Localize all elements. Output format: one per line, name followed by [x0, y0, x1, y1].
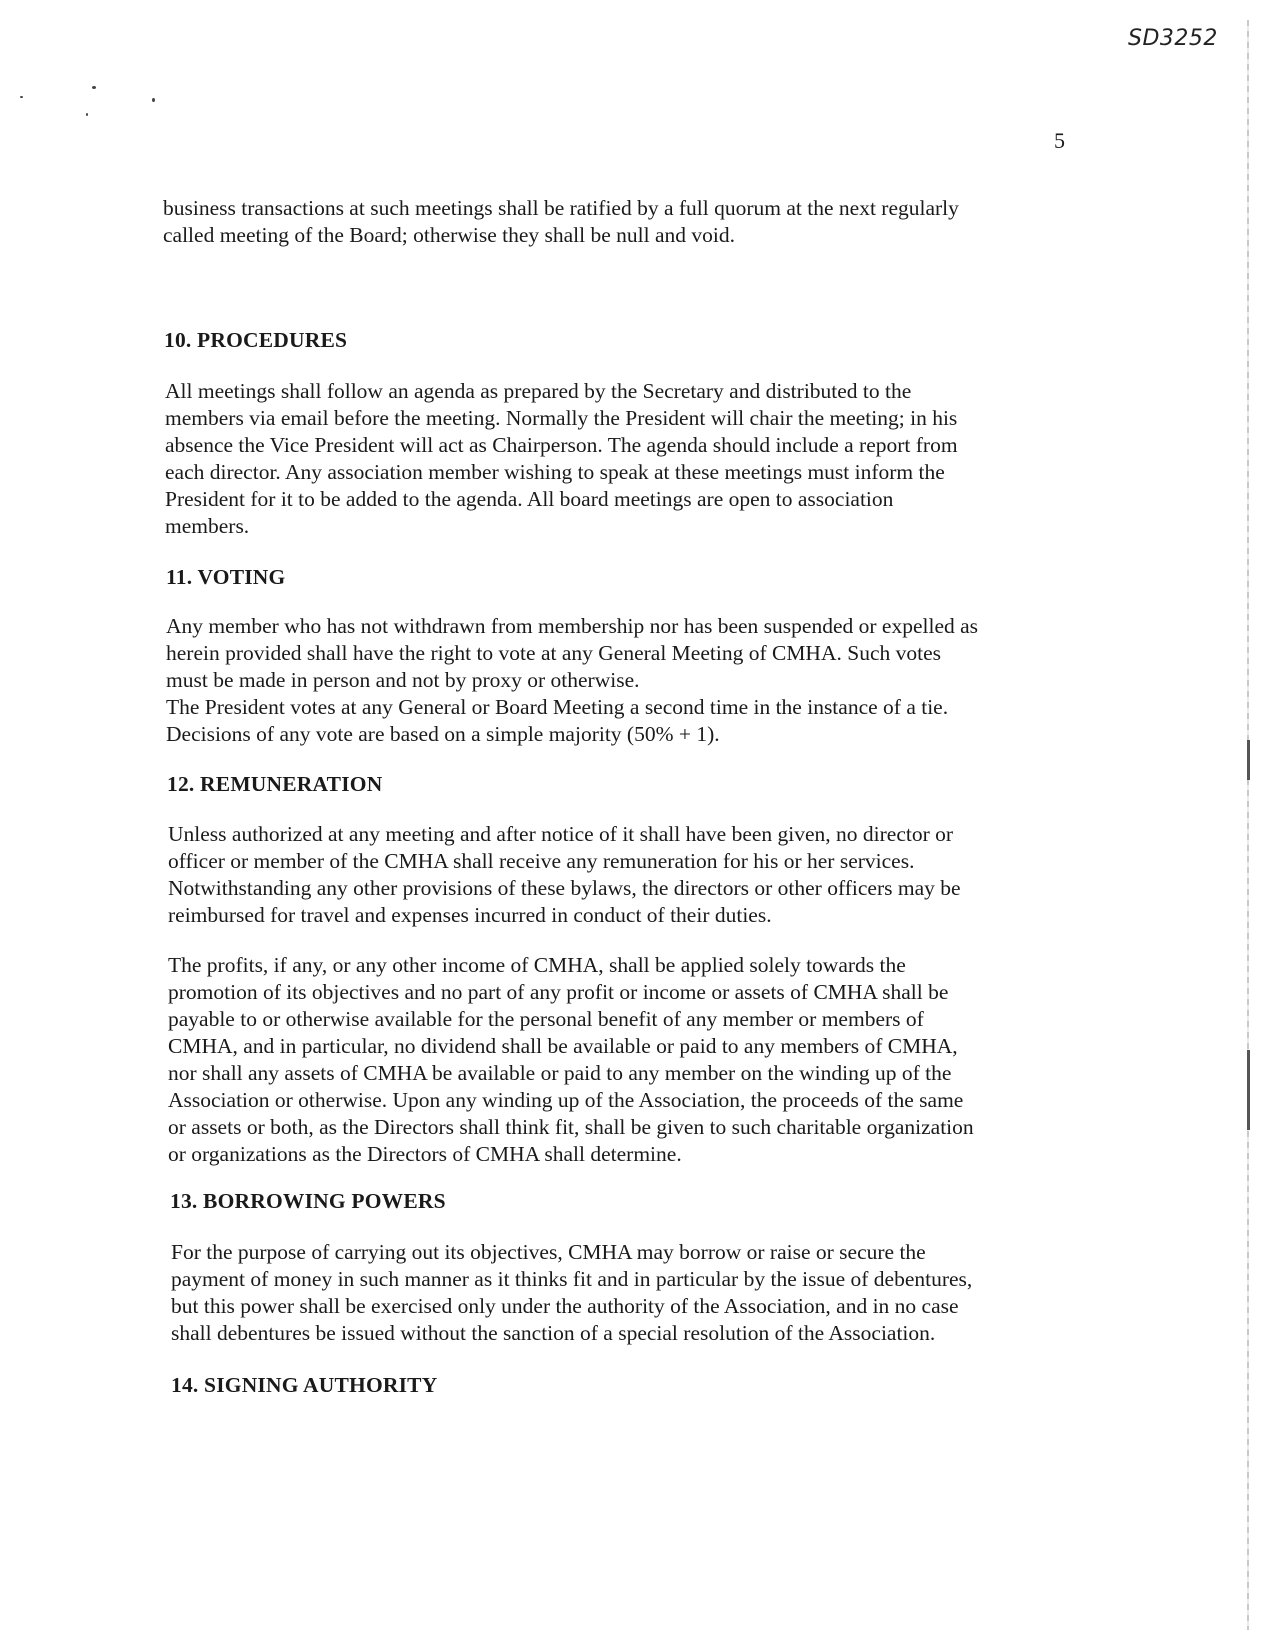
document-id-handwritten: SD3252	[1128, 26, 1218, 51]
text-line: payable to or otherwise available for the personal benefit of any member or members of	[168, 1007, 924, 1031]
text-line: payment of money in such manner as it thinks fit and in particular by the issue of debentures,	[171, 1267, 973, 1291]
remuneration-paragraph-2	[168, 952, 974, 1168]
text-line: Association or otherwise. Upon any winding up of the Association, the proceeds of the same	[168, 1088, 964, 1112]
scan-edge-mark	[1247, 740, 1250, 780]
scan-speck	[20, 96, 23, 98]
text-line: or assets or both, as the Directors shall think fit, shall be given to such charitable organization	[168, 1115, 974, 1139]
text-line: Unless authorized at any meeting and after notice of it shall have been given, no director or	[168, 822, 954, 846]
text-line: promotion of its objectives and no part of any profit or income or assets of CMHA shall be	[168, 980, 949, 1004]
text-line: each director. Any association member wishing to speak at these meetings must inform the	[165, 460, 945, 484]
text-line: business transactions at such meetings shall be ratified by a full quorum at the next regularly	[163, 196, 959, 220]
text-line: called meeting of the Board; otherwise they shall be null and void.	[163, 223, 735, 247]
voting-paragraph	[166, 613, 978, 748]
text-line: absence the Vice President will act as Chairperson. The agenda should include a report from	[165, 433, 958, 457]
text-line: Any member who has not withdrawn from membership nor has been suspended or expelled as	[166, 614, 979, 638]
procedures-paragraph	[165, 378, 958, 540]
text-line: The President votes at any General or Board Meeting a second time in the instance of a tie.	[166, 695, 949, 719]
text-line: CMHA, and in particular, no dividend shall be available or paid to any members of CMHA,	[168, 1034, 958, 1058]
text-line: must be made in person and not by proxy or otherwise.	[166, 668, 640, 692]
section-heading-procedures: 10. PROCEDURES	[164, 328, 348, 352]
text-line: Notwithstanding any other provisions of these bylaws, the directors or other officers may be	[168, 876, 961, 900]
text-line: nor shall any assets of CMHA be available or paid to any member on the winding up of the	[168, 1061, 952, 1085]
scan-speck	[86, 113, 88, 116]
text-line: members.	[165, 514, 250, 538]
remuneration-paragraph-1	[168, 821, 961, 929]
scan-speck	[92, 86, 96, 89]
borrowing-powers-paragraph	[171, 1239, 972, 1347]
section-heading-borrowing-powers: 13. BORROWING POWERS	[170, 1189, 446, 1213]
text-line: herein provided shall have the right to vote at any General Meeting of CMHA. Such votes	[166, 641, 941, 665]
text-line: or organizations as the Directors of CMHA shall determine.	[168, 1142, 682, 1166]
scan-edge-mark	[1247, 1050, 1250, 1130]
text-line: Decisions of any vote are based on a simple majority (50% + 1).	[166, 722, 720, 746]
text-line: President for it to be added to the agenda. All board meetings are open to association	[165, 487, 894, 511]
text-line: officer or member of the CMHA shall receive any remuneration for his or her services.	[168, 849, 915, 873]
text-line: but this power shall be exercised only under the authority of the Association, and in no case	[171, 1294, 959, 1318]
text-line: reimbursed for travel and expenses incurred in conduct of their duties.	[168, 903, 772, 927]
text-line: The profits, if any, or any other income of CMHA, shall be applied solely towards the	[168, 953, 906, 977]
scan-speck	[152, 98, 155, 102]
section-heading-voting: 11. VOTING	[166, 565, 286, 589]
page-number: 5	[1054, 128, 1065, 153]
text-line: shall debentures be issued without the sanction of a special resolution of the Association.	[171, 1321, 936, 1345]
intro-paragraph	[163, 195, 959, 249]
section-heading-remuneration: 12. REMUNERATION	[167, 772, 383, 796]
text-line: members via email before the meeting. Normally the President will chair the meeting; in his	[165, 406, 958, 430]
scan-edge-shadow	[1247, 20, 1249, 1630]
text-line: For the purpose of carrying out its objectives, CMHA may borrow or raise or secure the	[171, 1240, 926, 1264]
section-heading-signing-authority: 14. SIGNING AUTHORITY	[171, 1373, 438, 1397]
text-line: All meetings shall follow an agenda as prepared by the Secretary and distributed to the	[165, 379, 912, 403]
